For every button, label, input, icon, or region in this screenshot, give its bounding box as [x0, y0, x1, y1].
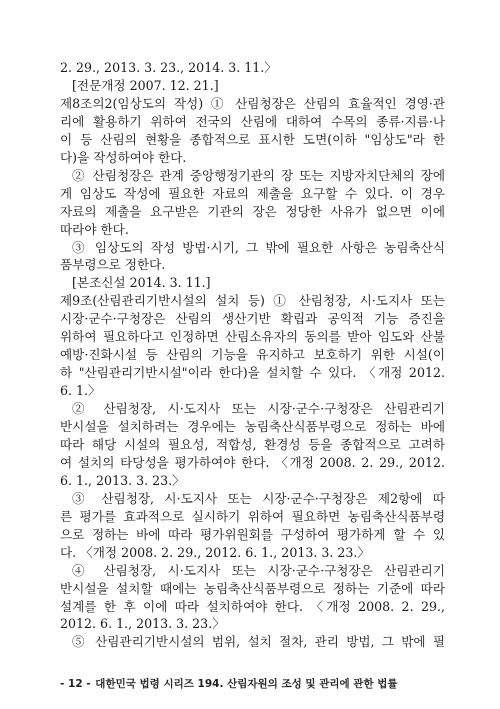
page-number: - 12 -: [60, 678, 91, 690]
text-line: [전문개정 2007. 12. 21.]: [72, 77, 219, 93]
text-line: 른 평가를 효과적으로 실시하기 위하여 필요하면 농림축산식품부령: [60, 508, 445, 524]
text-line: ② 산림청장은 관계 중앙행정기관의 장 또는 지방자치단체의 장에: [72, 167, 445, 183]
text-line: [본조신설 2014. 3. 11.]: [72, 275, 211, 291]
page-footer: [60, 675, 445, 693]
text-line: ② 산림청장, 시·도지사 또는 시장·군수·구청장은 산림관리기: [72, 401, 445, 417]
text-line: 다)을 작성하여야 한다.: [60, 149, 187, 165]
text-line: 6. 1., 2013. 3. 23.〉: [60, 472, 185, 488]
text-line: 2012. 6. 1., 2013. 3. 23.〉: [60, 616, 225, 632]
text-line: 하 "산림관리기반시설"이라 한다)을 설치할 수 있다. 〈개정 2012.: [60, 365, 445, 381]
text-line: 위하여 필요하다고 인정하면 산림소유자의 동의를 받아 임도와 산불: [60, 329, 445, 345]
text-line: 반시설을 설치할 때에는 농림축산식품부령으로 정하는 기준에 따라: [60, 580, 445, 596]
text-line: 이 등 산림의 현황을 종합적으로 표시한 도면(이하 "임상도"라 한: [60, 131, 445, 147]
text-line: 품부령으로 정한다.: [60, 257, 166, 273]
text-line: 반시설을 설치하려는 경우에는 농림축산식품부령으로 정하는 바에: [60, 419, 445, 434]
text-line: 6. 1.〉: [60, 383, 101, 399]
text-line: 2. 29., 2013. 3. 23., 2014. 3. 11.〉: [60, 60, 277, 75]
text-line: 다. 〈개정 2008. 2. 29., 2012. 6. 1., 2013. 3. 23.〉: [60, 544, 371, 560]
text-line: 시장·군수·구청장은 산림의 생산기반 확립과 공익적 기능 증진을: [60, 311, 445, 327]
text-line: 게 임상도 작성에 필요한 자료의 제출을 요구할 수 있다. 이 경우: [60, 185, 445, 201]
text-line: 으로 정하는 바에 따라 평가위원회를 구성하여 평가하게 할 수 있: [60, 526, 445, 542]
text-line: 자료의 제출을 요구받은 기관의 장은 정당한 사유가 없으면 이에: [60, 203, 445, 219]
text-line: ④ 산림청장, 시·도지사 또는 시장·군수·구청장은 산림관리기: [72, 562, 445, 578]
text-line: 제9조(산림관리기반시설의 설치 등) ① 산림청장, 시·도지사 또는: [60, 293, 445, 309]
text-line: ⑤ 산림관리기반시설의 범위, 설치 절차, 관리 방법, 그 밖에 필: [72, 634, 445, 650]
text-line: ③ 산림청장, 시·도지사 또는 시장·군수·구청장은 제2항에 따: [72, 490, 445, 506]
text-line: 여 설치의 타당성을 평가하여야 한다. 〈개정 2008. 2. 29., 2012.: [60, 454, 445, 470]
text-line: 제8조의2(임상도의 작성) ① 산림청장은 산림의 효율적인 경영·관: [60, 95, 445, 111]
text-line: 예방·진화시설 등 산림의 기능을 유지하고 보호하기 위한 시설(이: [60, 347, 445, 363]
text-line: 따라 해당 시설의 필요성, 적합성, 환경성 등을 종합적으로 고려하: [60, 436, 445, 452]
text-line: 설계를 한 후 이에 따라 설치하여야 한다. 〈개정 2008. 2. 29.,: [60, 598, 445, 614]
text-line: 따라야 한다.: [60, 221, 129, 237]
text-line: ③ 임상도의 작성 방법·시기, 그 밖에 필요한 사항은 농림축산식: [72, 239, 445, 255]
text-line: 리에 활용하기 위하여 전국의 산림에 대하여 수목의 종류·지름·나: [60, 113, 445, 129]
series-title: 대한민국 법령 시리즈 194. 산림자원의 조성 및 관리에 관한 법률: [95, 678, 398, 690]
